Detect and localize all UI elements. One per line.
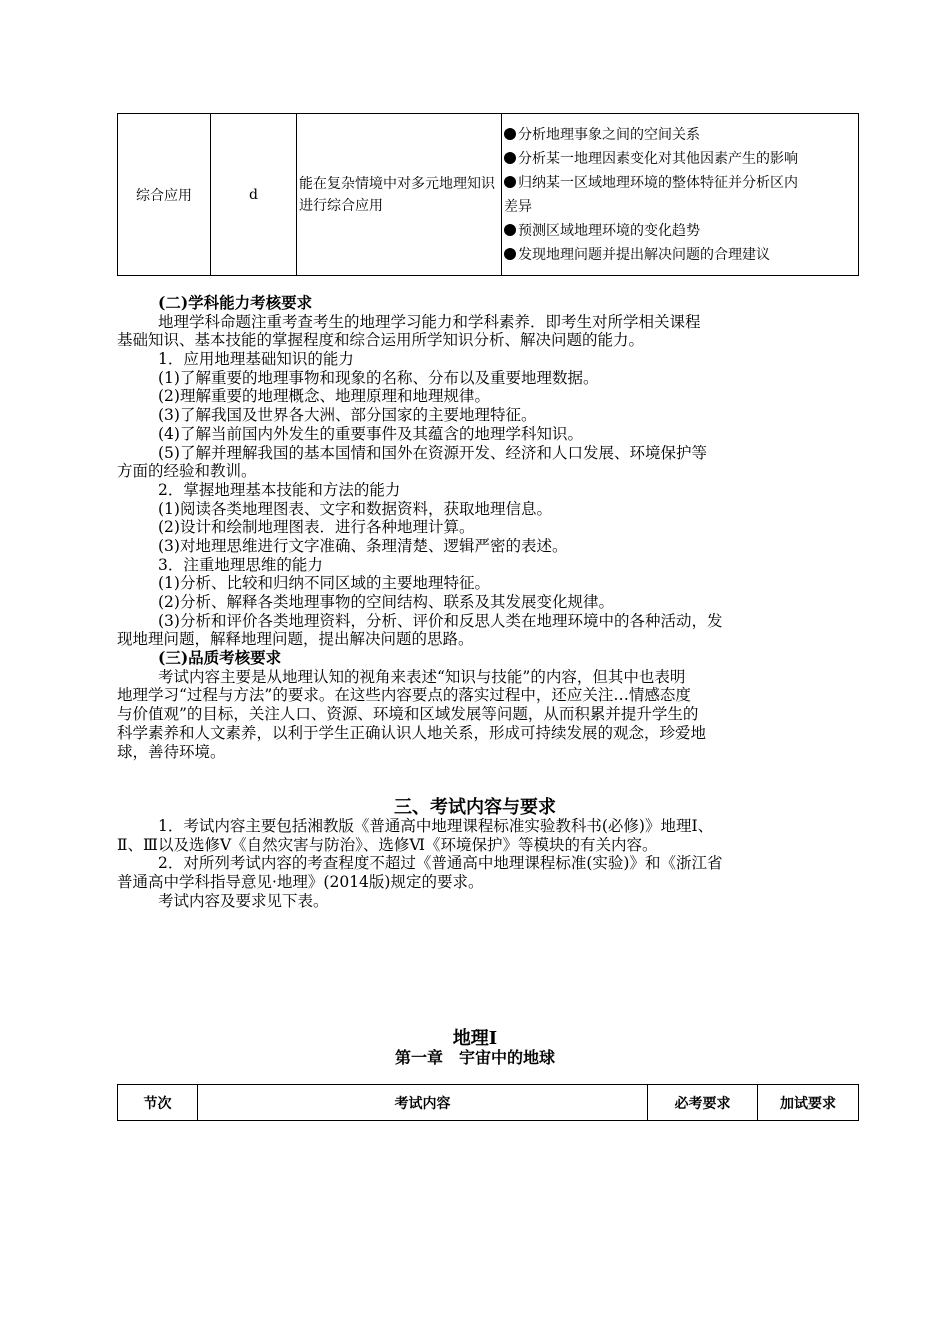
paragraph-line: 2．对所列考试内容的考查程度不超过《普通高中地理课程标准(实验)》和《浙江省	[158, 854, 723, 873]
list-item: (1)阅读各类地理图表、文字和数据资料，获取地理信息。	[158, 499, 552, 518]
subheading: 1．应用地理基础知识的能力	[158, 350, 354, 369]
bullet-item: 分析地理事象之间的空间关系	[504, 123, 858, 147]
bullet-item: 归纳某一区域地理环境的整体特征并分析区内	[504, 171, 858, 195]
paragraph-line: 基础知识、基本技能的掌握程度和综合运用所学知识分析、解决问题的能力。	[117, 331, 645, 350]
bullet-dot-icon	[504, 176, 516, 188]
description-cell: 能在复杂情境中对多元地理知识进行综合应用	[297, 114, 502, 276]
bullet-item: 分析某一地理因素变化对其他因素产生的影响	[504, 147, 858, 171]
header-content: 考试内容	[198, 1085, 648, 1121]
bullet-item: 预测区域地理环境的变化趋势	[504, 219, 858, 243]
list-item: (3)对地理思维进行文字准确、条理清楚、逻辑严密的表述。	[158, 536, 568, 555]
paragraph-line: 地理学科命题注重考查考生的地理学习能力和学科素养．即考生对所学相关课程	[158, 312, 701, 331]
header-section: 节次	[118, 1085, 198, 1121]
bullet-dot-icon	[504, 224, 516, 236]
header-required: 必考要求	[648, 1085, 758, 1121]
chapter-title: 第一章 宇宙中的地球	[394, 1048, 555, 1067]
list-item: (1)了解重要的地理事物和现象的名称、分布以及重要地理数据。	[158, 368, 599, 387]
paragraph-line: 考试内容及要求见下表。	[158, 891, 329, 910]
list-item-continuation: 方面的经验和教训。	[117, 462, 257, 481]
paragraph-line: 地理学习“过程与方法”的要求。在这些内容要点的落实过程中，还应关注…情感态度	[117, 686, 691, 705]
list-item: (2)设计和绘制地理图表．进行各种地理计算。	[158, 518, 475, 537]
module-title: 地理Ⅰ	[452, 1028, 498, 1049]
section-heading: (二)学科能力考核要求	[158, 293, 313, 312]
paragraph-line: 球，善待环境。	[117, 742, 226, 761]
part-heading: 三、考试内容与要求	[394, 797, 556, 818]
category-cell: 综合应用	[118, 114, 211, 276]
paragraph-line: Ⅱ、Ⅲ以及选修Ⅴ《自然灾害与防治》、选修Ⅵ《环境保护》等模块的有关内容。	[117, 835, 658, 854]
level-cell: d	[211, 114, 297, 276]
ability-table	[117, 113, 859, 276]
list-item: (5)了解并理解我国的基本国情和国外在资源开发、经济和人口发展、环境保护等	[158, 443, 707, 462]
bullet-dot-icon	[504, 152, 516, 164]
list-item: (4)了解当前国内外发生的重要事件及其蕴含的地理学科知识。	[158, 424, 583, 443]
list-item: (1)分析、比较和归纳不同区域的主要地理特征。	[158, 574, 490, 593]
list-item-continuation: 现地理问题，解释地理问题，提出解决问题的思路。	[117, 630, 474, 649]
paragraph-line: 普通高中学科指导意见·地理》(2014版)规定的要求。	[117, 873, 484, 892]
bullet-dot-icon	[504, 248, 516, 260]
list-item: (3)分析和评价各类地理资料，分析、评价和反思人类在地理环境中的各种活动，发	[158, 611, 723, 630]
section-heading: (三)品质考核要求	[158, 648, 282, 668]
content-table	[117, 1084, 859, 1121]
bullet-continuation: 差异	[504, 198, 532, 215]
list-item: (3)了解我国及世界各大洲、部分国家的主要地理特征。	[158, 406, 537, 425]
table-row	[118, 114, 859, 276]
section-content-requirements	[117, 817, 859, 910]
list-item: (2)分析、解释各类地理事物的空间结构、联系及其发展变化规律。	[158, 593, 614, 611]
list-item: (2)理解重要的地理概念、地理原理和地理规律。	[158, 387, 490, 406]
header-additional: 加试要求	[758, 1085, 859, 1121]
section-abilities	[117, 294, 859, 761]
bullet-item: 发现地理问题并提出解决问题的合理建议	[504, 243, 858, 267]
table-header-row	[118, 1085, 859, 1121]
subheading: 2．掌握地理基本技能和方法的能力	[158, 480, 401, 499]
bullets-cell	[502, 114, 859, 276]
paragraph-line: 1．考试内容主要包括湘教版《普通高中地理课程标准实验教科书(必修)》地理Ⅰ、	[158, 817, 714, 835]
paragraph-line: 与价值观”的目标，关注人口、资源、环境和区域发展等问题，从而积累并提升学生的	[117, 705, 699, 724]
bullet-dot-icon	[504, 128, 516, 140]
paragraph-line: 考试内容主要是从地理认知的视角来表述“知识与技能”的内容，但其中也表明	[158, 667, 686, 686]
paragraph-line: 科学素养和人文素养，以利于学生正确认识人地关系，形成可持续发展的观念，珍爱地	[117, 723, 707, 742]
subheading: 3．注重地理思维的能力	[158, 555, 323, 574]
